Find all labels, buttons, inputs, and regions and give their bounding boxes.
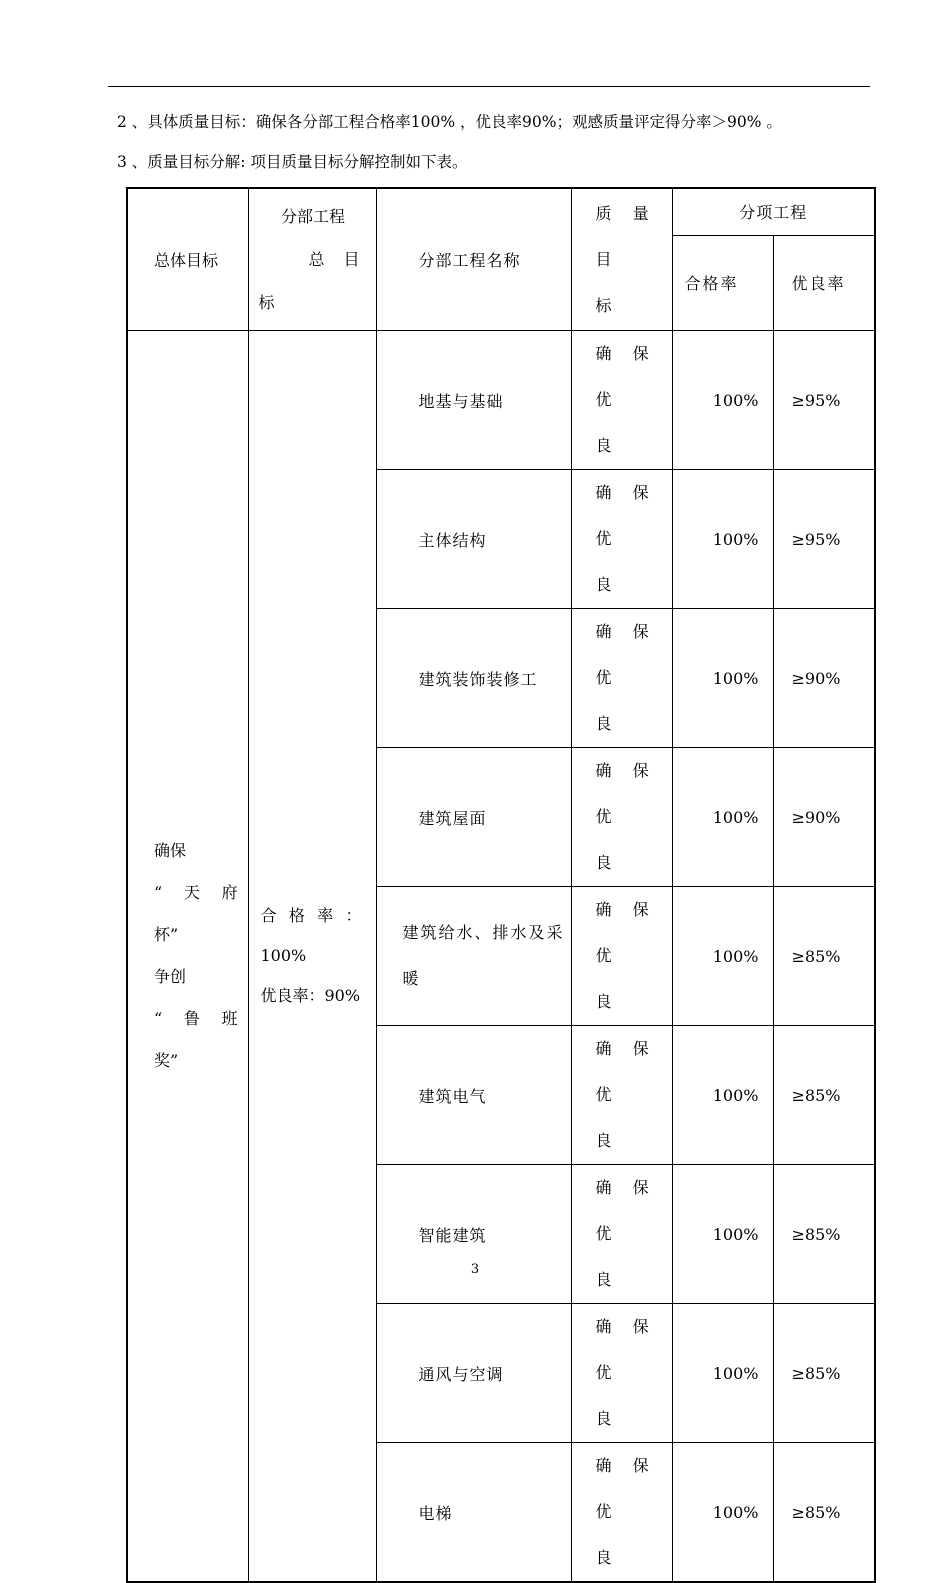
pass-rate-cell: 100% [672,609,773,748]
quality-target-line1: 确 保 优 [595,622,657,687]
quality-target-cell [571,609,672,748]
quality-target-line1: 确 保 优 [595,900,657,965]
sub-project-name: 智能建筑 [376,1165,571,1304]
header-sub-project-name: 分部工程名称 [376,188,571,331]
excellent-rate-cell: ≥85% [773,887,875,1026]
quality-target-line2: 良 [595,436,612,455]
quality-target-cell [571,1026,672,1165]
quality-target-line2: 良 [595,1131,612,1150]
header-rule [108,86,870,87]
overall-target-line: 奖” [154,1051,179,1070]
excellent-rate-cell: ≥85% [773,1165,875,1304]
sub-target-char: 格 [288,906,305,925]
quality-target-line2: 良 [595,1548,612,1567]
sub-project-name: 建筑装饰装修工 [376,609,571,748]
quality-target-cell [571,1165,672,1304]
header-sub-target [248,188,376,331]
header-quality-target-line2: 标 [595,295,612,315]
sub-target-char: 合 [260,906,277,925]
sub-project-name: 建筑电气 [376,1026,571,1165]
quality-target-line1: 确 保 优 [595,1317,657,1382]
header-sub-target-char-zong: 总 [308,250,325,269]
quality-target-cell [571,748,672,887]
sub-target-char: 率 [317,906,334,925]
quality-target-line2: 良 [595,992,612,1011]
overall-target-char: 天 [183,883,200,902]
overall-target-line: 争创 [154,967,187,986]
sub-project-name: 地基与基础 [376,331,571,470]
sub-target-line: 优良率：90% [260,986,361,1005]
excellent-rate-cell: ≥90% [773,748,875,887]
quality-target-cell [571,1443,672,1583]
quality-target-cell [571,1304,672,1443]
header-excellent-rate: 优良率 [773,235,875,330]
table-row [127,331,875,470]
sub-target-line [261,896,376,936]
quality-target-line1: 确 保 优 [595,1039,657,1104]
overall-target-char: “ [154,1009,163,1028]
pass-rate-cell: 100% [672,1304,773,1443]
sub-target-cell [248,331,376,1583]
overall-target-line [154,998,248,1040]
pass-rate-cell: 100% [672,470,773,609]
quality-target-table [126,187,876,1583]
quality-target-line2: 良 [595,1409,612,1428]
pass-rate-cell: 100% [672,1026,773,1165]
sub-project-name: 建筑屋面 [376,748,571,887]
quality-target-cell [571,887,672,1026]
sub-target-char: ： [345,906,362,925]
overall-target-char: 班 [221,1009,238,1028]
overall-target-char: “ [154,883,163,902]
quality-target-cell [571,470,672,609]
quality-target-line2: 良 [595,853,612,872]
quality-target-line1: 确 保 优 [595,1456,657,1521]
sub-target-line: 100% [260,946,307,965]
excellent-rate-cell: ≥85% [773,1026,875,1165]
pass-rate-cell: 100% [672,887,773,1026]
pass-rate-cell: 100% [672,1443,773,1583]
pass-rate-cell: 100% [672,331,773,470]
quality-target-line2: 良 [595,1270,612,1289]
quality-target-line2: 良 [595,714,612,733]
header-quality-target-line1: 质 量 目 [595,203,657,269]
header-sub-target-line1: 分部工程 [280,207,345,226]
overall-target-char: 鲁 [183,1009,200,1028]
header-pass-rate: 合格率 [672,235,773,330]
header-quality-target [571,188,672,331]
goal-breakdown-paragraph: 3 、质量目标分解: 项目质量目标分解控制如下表。 [117,153,468,171]
pass-rate-cell: 100% [672,748,773,887]
excellent-rate-cell: ≥90% [773,609,875,748]
pass-rate-cell: 100% [672,1165,773,1304]
excellent-rate-cell: ≥85% [773,1443,875,1583]
sub-project-name: 建筑给水、排水及采暖 [376,887,571,1026]
header-item-projects: 分项工程 [672,188,875,235]
header-overall-target: 总体目标 [127,188,248,331]
overall-target-line [154,872,248,914]
overall-target-char: 府 [221,883,238,902]
quality-goal-paragraph: 2 、具体质量目标：确保各分部工程合格率100% ，优良率90%；观感质量评定得分率＞90% 。 [117,113,782,131]
excellent-rate-cell: ≥95% [773,470,875,609]
overall-target-cell [127,331,248,1583]
sub-project-name: 电梯 [376,1443,571,1583]
table-header-row [127,188,875,235]
excellent-rate-cell: ≥85% [773,1304,875,1443]
quality-target-line1: 确 保 优 [595,344,657,409]
header-sub-target-char-mu: 目 [343,250,360,269]
header-sub-target-line3: 标 [258,293,275,312]
sub-project-name: 主体结构 [376,470,571,609]
quality-target-line2: 良 [595,575,612,594]
overall-target-line: 确保 [154,841,187,860]
sub-project-name: 通风与空调 [376,1304,571,1443]
quality-target-line1: 确 保 优 [595,1178,657,1243]
quality-target-line1: 确 保 优 [595,761,657,826]
quality-target-line1: 确 保 优 [595,483,657,548]
overall-target-line: 杯” [154,925,179,944]
page-number: 3 [470,1262,480,1277]
excellent-rate-cell: ≥95% [773,331,875,470]
quality-target-cell [571,331,672,470]
header-sub-target-line2 [259,238,368,281]
